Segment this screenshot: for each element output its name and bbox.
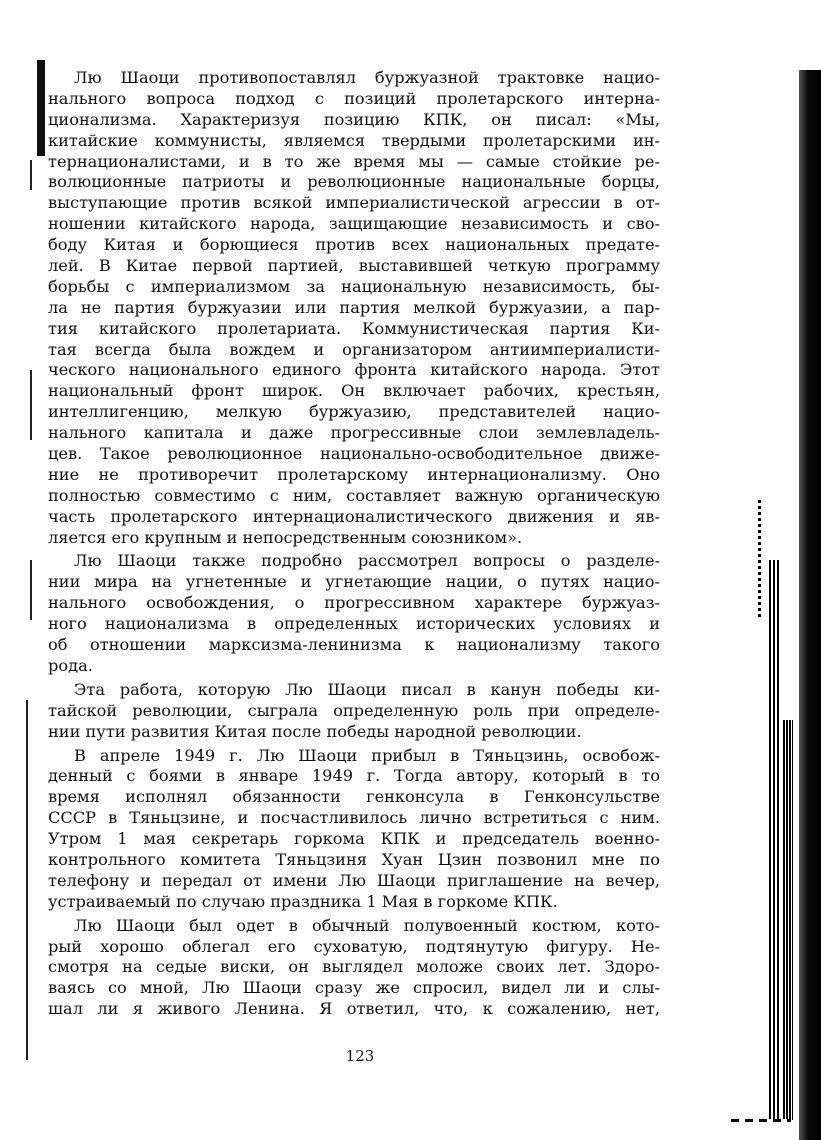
text-line: В апреле 1949 г. Лю Шаоци прибыл в Тяньцзинь, освобож- <box>74 745 660 765</box>
text-line: ла не партия буржуазии или партия мелкой буржуазии, а пар- <box>48 297 660 317</box>
text-line: ваясь со мной, Лю Шаоци сразу же спросил, видел ли и слы- <box>48 978 660 998</box>
text-line: нального капитала и даже прогрессивные слои землевладель- <box>48 423 660 443</box>
text-line: ние не противоречит пролетарскому интернационализму. Оно <box>48 464 660 484</box>
text-line: Эта работа, которую Лю Шаоци писал в канун победы ки- <box>74 679 660 699</box>
text-line: СССР в Тяньцзине, и посчастливилось лично встретиться с ним. <box>48 808 660 828</box>
scan-edge-line <box>26 700 28 1060</box>
page-number: 123 <box>345 1047 375 1065</box>
paragraph <box>48 680 660 743</box>
scan-edge-line <box>30 560 32 620</box>
text-line: контрольного комитета Тяньцзиня Хуан Цзин позвонил мне по <box>48 849 660 869</box>
text-line: волюционные патриоты и революционные национальные борцы, <box>48 172 660 192</box>
text-line: денный с боями в январе 1949 г. Тогда автору, который в то <box>48 766 660 786</box>
text-line: нии мира на угнетенные и угнетающие нации, о путях нацио- <box>48 572 660 592</box>
text-line: боду Китая и борющиеся против всех национальных предате- <box>48 235 660 255</box>
text-line: ношении китайского народа, защищающие независимость и сво- <box>48 214 660 234</box>
text-line: нии пути развития Китая после победы народной революции. <box>48 721 582 741</box>
text-line: цев. Такое революционное национально-освободительное движе- <box>48 444 660 464</box>
paragraph <box>48 916 660 1020</box>
text-line: шал ли я живого Ленина. Я ответил, что, к сожалению, нет, <box>48 999 660 1019</box>
scan-edge-line <box>30 370 32 440</box>
text-line: выступающие против всякой империалистической агрессии в от- <box>48 193 660 213</box>
text-line: время исполнял обязанности генконсула в Генконсульстве <box>48 787 660 807</box>
text-line: Лю Шаоци был одет в обычный полувоенный костюм, кото- <box>74 915 660 935</box>
paragraph <box>48 551 660 676</box>
text-line: нального вопроса подход с позиций пролетарского интерна- <box>48 88 660 108</box>
scan-page-edge-strip <box>769 560 781 1120</box>
text-line: тернационалистами, и в то же время мы — самые стойкие ре- <box>48 151 660 171</box>
text-line: Лю Шаоци также подробно рассмотрел вопросы о разделе- <box>74 551 660 571</box>
text-line: лей. В Китае первой партией, выставившей четкую программу <box>48 256 660 276</box>
scan-page-edge-strip <box>783 720 793 1120</box>
text-line: тия китайского пролетариата. Коммунистическая партия Ки- <box>48 318 660 338</box>
text-line: интеллигенцию, мелкую буржуазию, представителей нацио- <box>48 402 660 422</box>
text-line: ляется его крупным и непосредственным союзником». <box>48 527 523 547</box>
text-line: телефону и передал от имени Лю Шаоци приглашение на вечер, <box>48 870 660 890</box>
text-line: тайской революции, сыграла определенную роль при определе- <box>48 700 660 720</box>
scan-edge-line <box>30 160 32 190</box>
text-line: Лю Шаоци противопоставлял буржуазной трактовке нацио- <box>74 68 660 87</box>
text-line: устраиваемый по случаю праздника 1 Мая в горкоме КПК. <box>48 891 558 911</box>
text-line: китайские коммунисты, являемся твердыми пролетарскими ин- <box>48 130 660 150</box>
scan-page-edge-strip <box>758 500 761 620</box>
text-line: об отношении марксизма-ленинизма к национализму такого <box>48 635 660 655</box>
page-body-text <box>48 68 660 1020</box>
text-line: ционализма. Характеризуя позицию КПК, он писал: «Мы, <box>48 109 660 129</box>
text-line: полностью совместимо с ним, составляет важную органическую <box>48 485 660 505</box>
text-line: национальный фронт широк. Он включает рабочих, крестьян, <box>48 381 660 401</box>
text-line: смотря на седые виски, он выглядел моложе своих лет. Здоро- <box>48 957 660 977</box>
paragraph <box>48 68 660 548</box>
text-line: нального освобождения, о прогрессивном характере буржуаз- <box>48 593 660 613</box>
text-line: рый хорошо облегал его суховатую, подтянутую фигуру. Не- <box>48 936 660 956</box>
text-line: ческого национального единого фронта китайского народа. Этот <box>48 360 660 380</box>
text-line: тая всегда была вождем и организатором антиимпериалисти- <box>48 339 660 359</box>
paragraph <box>48 746 660 913</box>
scan-bottom-artifact <box>731 1119 791 1122</box>
text-line: часть пролетарского интернационалистического движения и яв- <box>48 506 660 526</box>
scan-edge-mark <box>37 60 45 156</box>
text-line: ного национализма в определенных исторических условиях и <box>48 614 660 634</box>
text-line: борьбы с империализмом за национальную независимость, бы- <box>48 276 660 296</box>
scan-binding-shadow <box>799 70 821 1140</box>
text-line: рода. <box>48 655 93 675</box>
text-line: Утром 1 мая секретарь горкома КПК и председатель военно- <box>48 829 660 849</box>
